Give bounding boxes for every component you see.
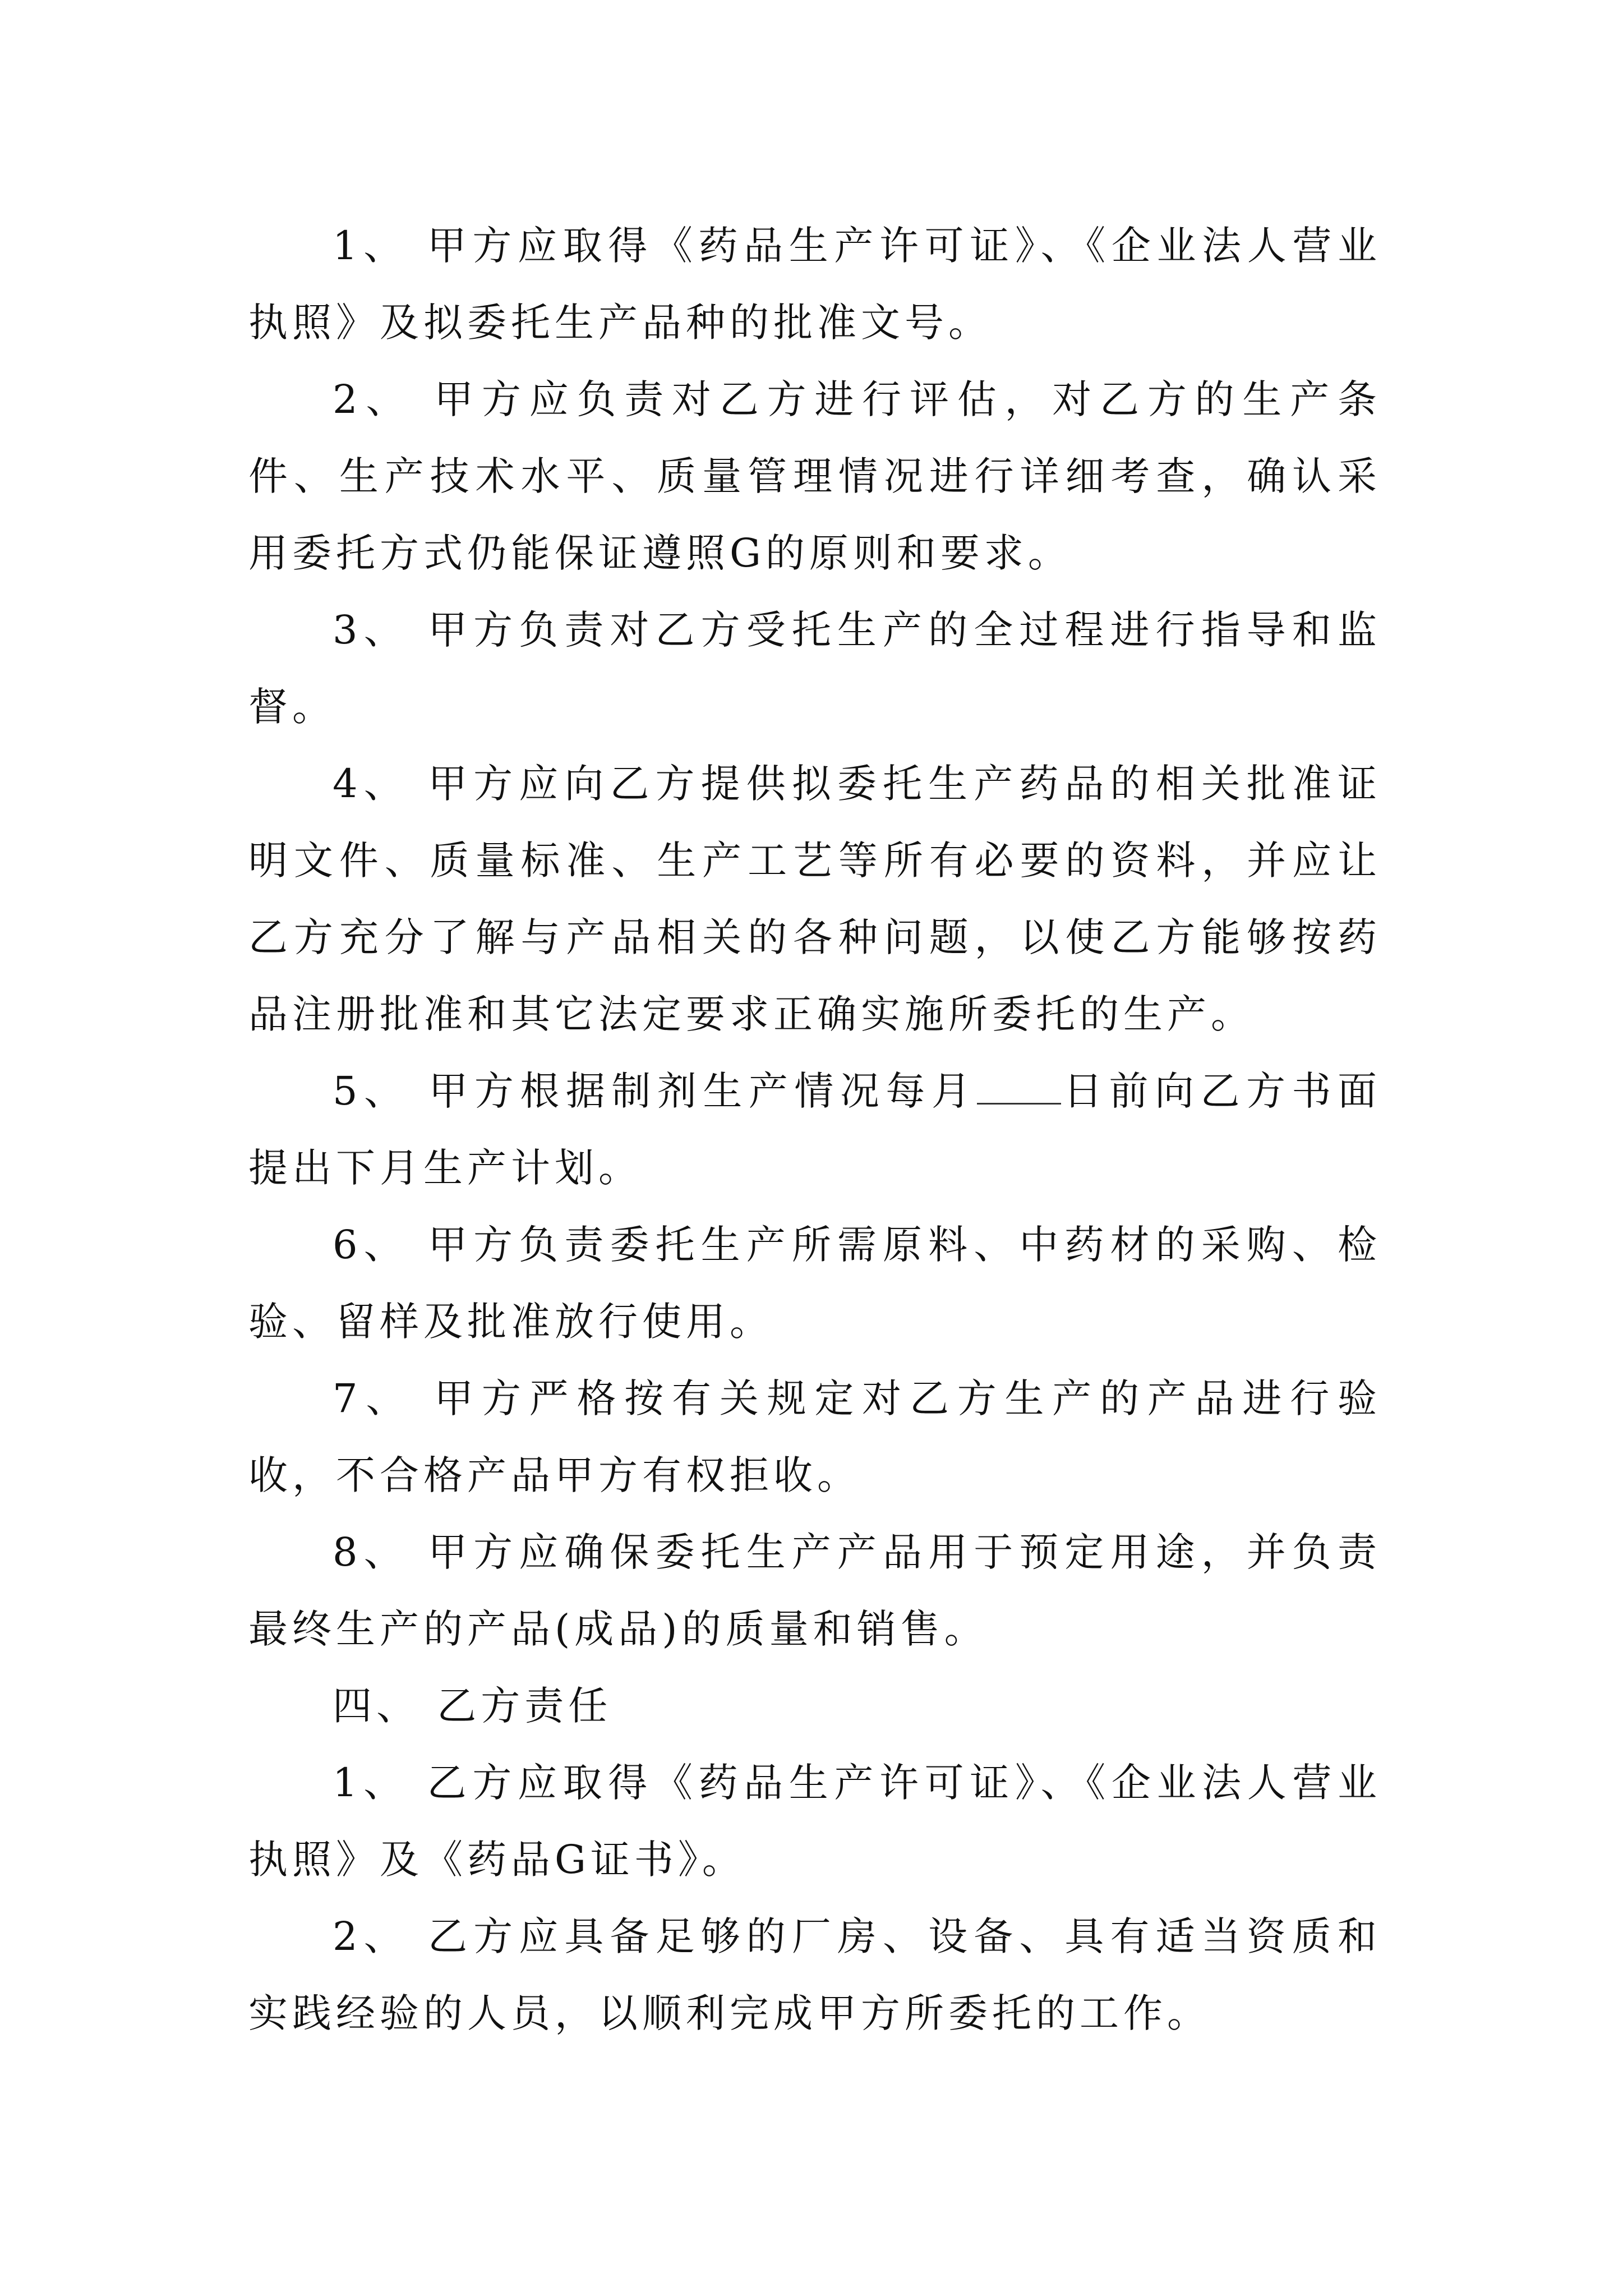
party-a-item-5-after: 日前向乙方书面提出下月生产计划。 [248,1068,1382,1191]
party-b-item-2: 2、 乙方应具备足够的厂房、设备、具有适当资质和实践经验的人员，以顺利完成甲方所委托的工作。 [248,1913,1381,2036]
party-a-item-5-before: 5、 甲方根据制剂生产情况每月 [333,1068,978,1114]
party-a-item-8: 8、 甲方应确保委托生产产品用于预定用途，并负责最终生产的产品(成品)的质量和销售。 [248,1529,1381,1652]
party-a-item-3: 3、 甲方负责对乙方受托生产的全过程进行指导和监督。 [248,607,1381,730]
party-b-item-1: 1、 乙方应取得《药品生产许可证》、《企业法人营业执照》及《药品G证书》。 [248,1760,1381,1883]
fill-in-blank [977,1068,1061,1105]
party-a-item-7: 7、 甲方严格按有关规定对乙方生产的产品进行验收，不合格产品甲方有权拒收。 [248,1375,1381,1498]
document-body [248,208,1381,2052]
party-a-item-4: 4、 甲方应向乙方提供拟委托生产药品的相关批准证明文件、质量标准、生产工艺等所有必要的资料，并应让乙方充分了解与产品相关的各种问题，以使乙方能够按药品注册批准和其它法定要求正确实施所委托的生产。 [248,761,1381,1037]
party-a-item-2: 2、 甲方应负责对乙方进行评估，对乙方的生产条件、生产技术水平、质量管理情况进行详细考查，确认采用委托方式仍能保证遵照G的原则和要求。 [248,376,1381,576]
party-a-item-1: 1、 甲方应取得《药品生产许可证》、《企业法人营业执照》及拟委托生产品种的批准文号。 [248,223,1381,346]
party-a-item-5 [248,1053,1381,1207]
section-four-heading: 四、 乙方责任 [333,1683,612,1729]
party-a-item-6: 6、 甲方负责委托生产所需原料、中药材的采购、检验、留样及批准放行使用。 [248,1222,1381,1345]
